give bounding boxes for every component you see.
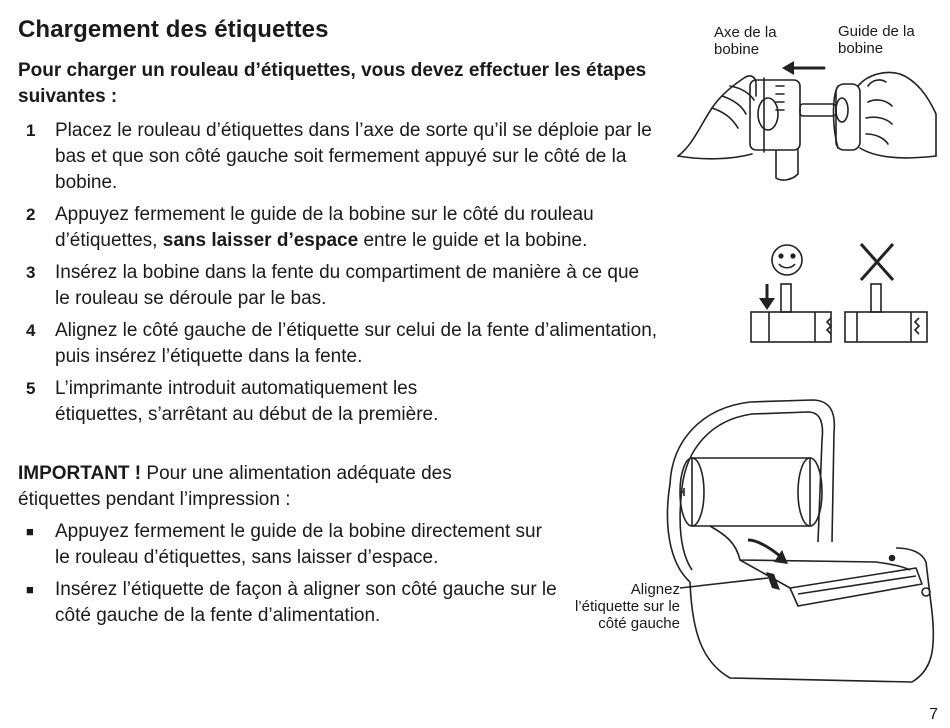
correct-spool-icon — [751, 284, 831, 342]
step-text: Placez le rouleau d’étiquettes dans l’axe de sorte qu’il se déploie par le bas et que son côté gauche soit fermement appuyé sur le côté de la bobine. — [55, 120, 652, 193]
important-note — [18, 461, 518, 513]
intro-text: Pour charger un rouleau d’étiquettes, vous devez effectuer les étapes suivantes : — [18, 60, 647, 107]
page-number: 7 — [929, 706, 938, 723]
step-item — [18, 318, 658, 370]
spool-guide-label: Guide de la bobine — [838, 23, 915, 57]
align-label-text: Alignez l’étiquette sur le côté gauche — [574, 581, 680, 632]
step-number: 1 — [26, 121, 36, 140]
bullet-item — [18, 519, 558, 571]
step-text: L’imprimante introduit automatiquement les étiquettes, s’arrêtant au début de la première. — [55, 378, 439, 425]
important-text: Pour une alimentation adéquate des étiquettes pendant l’impression : — [18, 463, 452, 510]
printer-illustration — [640, 392, 940, 696]
step-item — [18, 376, 658, 428]
step-text-after: entre le guide et la bobine. — [358, 230, 588, 251]
spool-axis-label: Axe de la bobine — [714, 24, 777, 58]
step-text-bold: sans laisser d’espace — [162, 230, 359, 251]
bullet-text: Appuyez fermement le guide de la bobine directement sur le rouleau d’étiquettes, sans laisser d’espace. — [55, 521, 542, 568]
correct-incorrect-illustration — [745, 238, 945, 346]
bullet-item — [18, 577, 558, 629]
step-number: 5 — [26, 379, 36, 398]
smiley-icon — [772, 245, 802, 275]
bullet-marker: ■ — [26, 524, 34, 539]
step-text-before: Appuyez fermement le guide de la bobine sur le côté du rouleau d’étiquettes, — [55, 204, 594, 251]
incorrect-spool-icon — [845, 284, 927, 342]
bullet-marker: ■ — [26, 582, 34, 597]
step-text: Insérez la bobine dans la fente du compartiment de manière à ce que le rouleau se déroule par le bas. — [55, 262, 640, 309]
cross-icon — [861, 244, 893, 280]
steps-list — [18, 118, 658, 434]
step-text: Alignez le côté gauche de l’étiquette sur celui de la fente d’alimentation, puis insérez l’étiquette dans la fente. — [55, 320, 658, 367]
step-text — [55, 202, 658, 254]
bullet-list — [18, 519, 558, 635]
step-item — [18, 202, 658, 254]
step-number: 3 — [26, 263, 36, 282]
step-item — [18, 260, 658, 312]
step-item — [18, 118, 658, 196]
important-label: IMPORTANT ! — [18, 463, 142, 484]
step-number: 2 — [26, 205, 36, 224]
step-number: 4 — [26, 321, 36, 340]
bullet-text: Insérez l’étiquette de façon à aligner son côté gauche sur le côté gauche de la fente d’alimentation. — [55, 579, 557, 626]
spool-assembly-illustration — [672, 56, 942, 194]
page-title: Chargement des étiquettes — [18, 16, 329, 43]
